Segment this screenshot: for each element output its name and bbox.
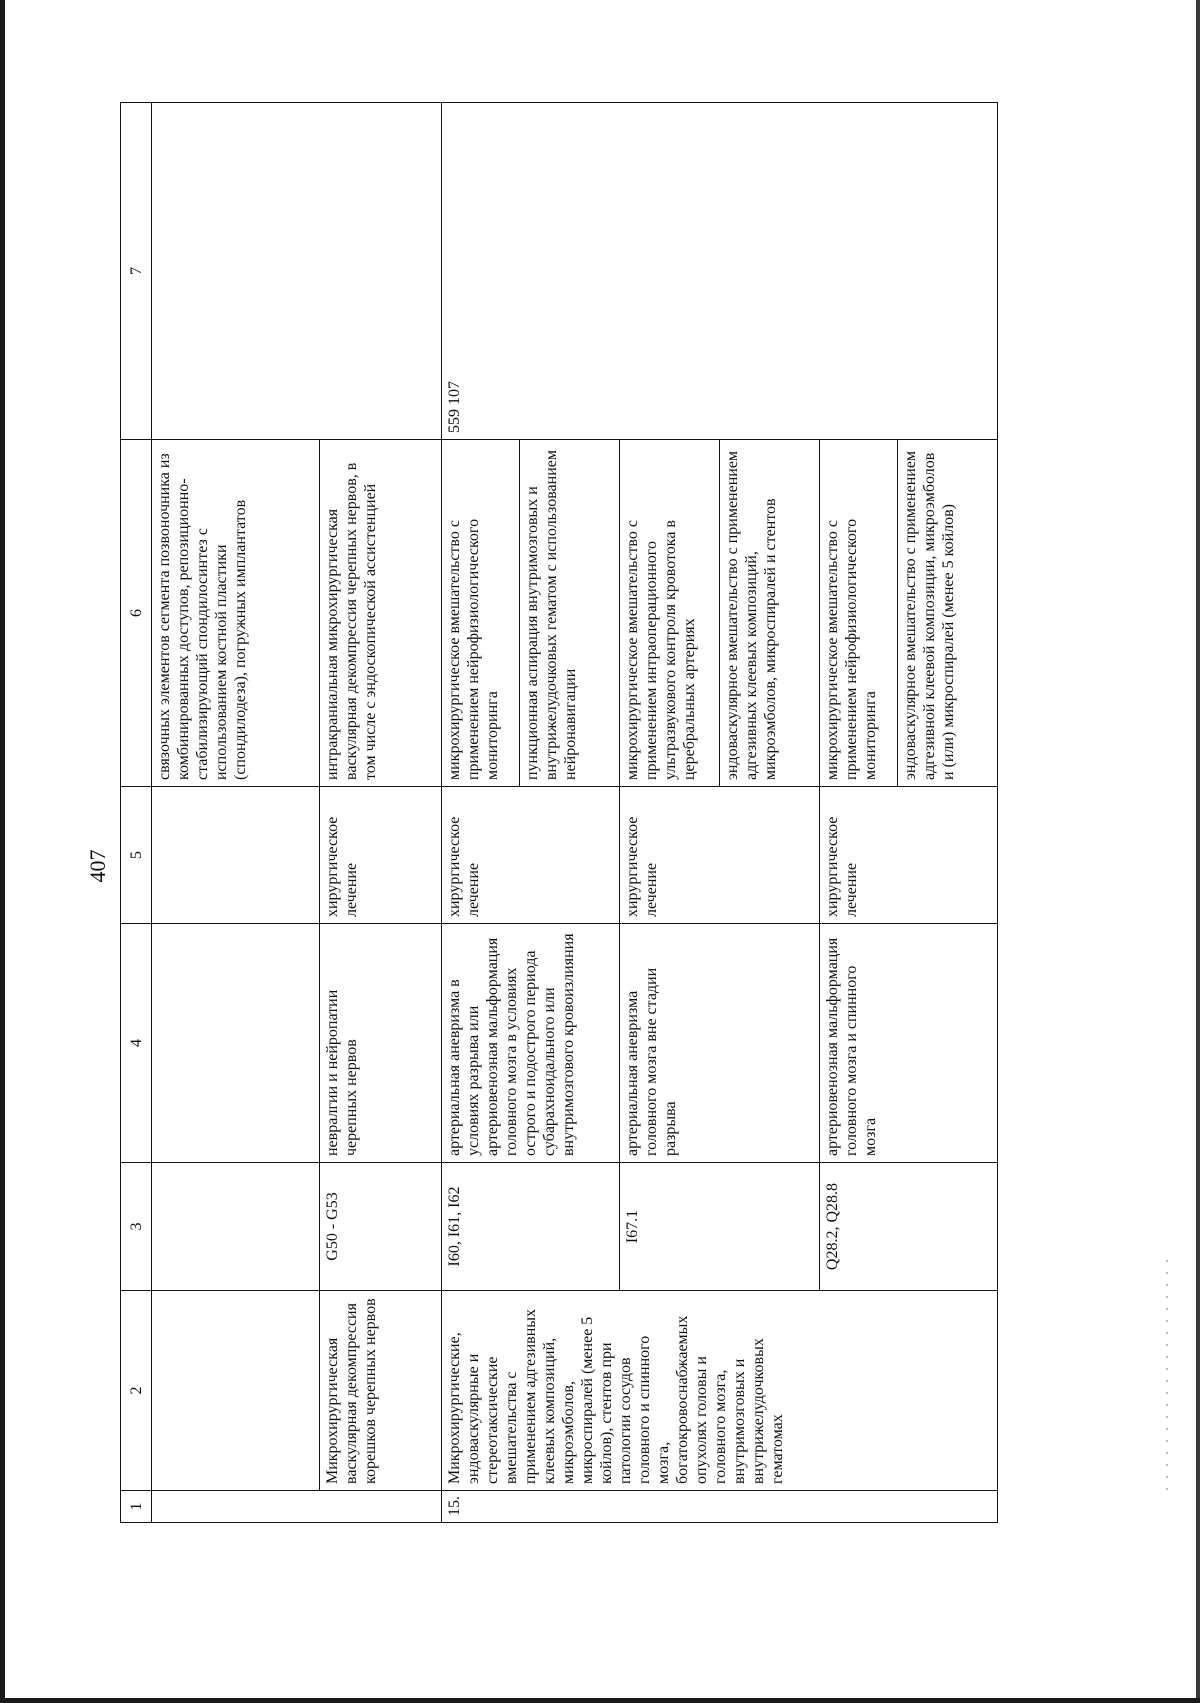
patient-model-cell: артериовенозная мальформация головного мозга и спинного мозга	[820, 924, 998, 1163]
row-number-cell: 15.	[442, 1491, 998, 1523]
patient-model-cell: невралгии и нейропатии черепных нервов	[320, 924, 442, 1163]
cell-empty	[152, 1491, 442, 1523]
patient-model-cell: артериальная аневризма в условиях разрыва или артериовенозная мальформация головного мозга в условиях острого и подострого периода субарахноидального или внутримозгового кровоизлияния	[442, 924, 620, 1163]
header-cell: 3	[121, 1163, 152, 1291]
icd-code-cell: I67.1	[620, 1163, 820, 1291]
cell-empty	[152, 1163, 320, 1291]
method-cell: пункционная аспирация внутримозговых и внутрижелудочковых гематом с использованием нейронавигации	[520, 440, 620, 787]
treatment-type-cell: хирургическое лечение	[442, 787, 620, 924]
continuation-row	[152, 103, 320, 1523]
scan-edge-bottom	[0, 1698, 1200, 1703]
method-cell: связочных элементов сегмента позвоночника из комбинированных доступов, репозиционно-стабилизирующий спондилосинтез с использованием костной пластики (спондилодеза), погружных имплантатов	[152, 440, 320, 787]
method-cell: микрохирургическое вмешательство с применением нейрофизиологического мониторинга	[442, 440, 520, 787]
cell-empty	[152, 1291, 320, 1491]
cell-empty	[152, 787, 320, 924]
scan-artifact	[1166, 1260, 1168, 1500]
scan-edge-right	[1196, 0, 1200, 1703]
table-row	[442, 103, 520, 1523]
icd-code-cell: Q28.2, Q28.8	[820, 1163, 998, 1291]
treatment-type-cell: хирургическое лечение	[820, 787, 998, 924]
cell-empty	[152, 924, 320, 1163]
page-number: 407	[85, 849, 110, 883]
header-cell: 7	[121, 103, 152, 440]
method-cell: эндоваскулярное вмешательство с применением адгезивной клеевой композиции, микроэмболов и (или) микроспиралей (менее 5 койлов)	[898, 440, 998, 787]
treatment-type-cell: хирургическое лечение	[620, 787, 820, 924]
header-cell: 4	[121, 924, 152, 1163]
cost-cell: 559 107	[442, 103, 998, 440]
method-cell: микрохирургическое вмешательство с применением нейрофизиологического мониторинга	[820, 440, 898, 787]
scan-edge-left	[0, 0, 5, 1703]
medical-care-table	[120, 102, 998, 1523]
header-cell: 5	[121, 787, 152, 924]
header-cell: 1	[121, 1491, 152, 1523]
header-row	[121, 103, 152, 1523]
method-cell: микрохирургическое вмешательство с применением интраоперационного ультразвукового контроля кровотока в церебральных артериях	[620, 440, 720, 787]
rotated-table-container	[120, 103, 1048, 1523]
icd-code-cell: G50 - G53	[320, 1163, 442, 1291]
header-cell: 6	[121, 440, 152, 787]
method-cell: эндоваскулярное вмешательство с применением адгезивных клеевых композиций, микроэмболов, микроспиралей и стентов	[720, 440, 820, 787]
intervention-name-cell: Микрохирургическая васкулярная декомпрессия корешков черепных нервов	[320, 1291, 442, 1491]
header-cell: 2	[121, 1291, 152, 1491]
intervention-name-cell: Микрохирургические, эндоваскулярные и стереотаксические вмешательства с применением адгезивных клеевых композиций, микроэмболов, микроспиралей (менее 5 койлов), стентов при патологии сосудов головного и спинного мозга, богатокровоснабжаемых опухолях головы и головного мозга, внутримозговых и внутрижелудочковых гематомах	[442, 1291, 998, 1491]
treatment-type-cell: хирургическое лечение	[320, 787, 442, 924]
icd-code-cell: I60, I61, I62	[442, 1163, 620, 1291]
method-cell: интракраниальная микрохирургическая васкулярная декомпрессия черепных нервов, в том числе с эндоскопической ассистенцией	[320, 440, 442, 787]
cell-empty	[152, 103, 442, 440]
patient-model-cell: артериальная аневризма головного мозга вне стадии разрыва	[620, 924, 820, 1163]
